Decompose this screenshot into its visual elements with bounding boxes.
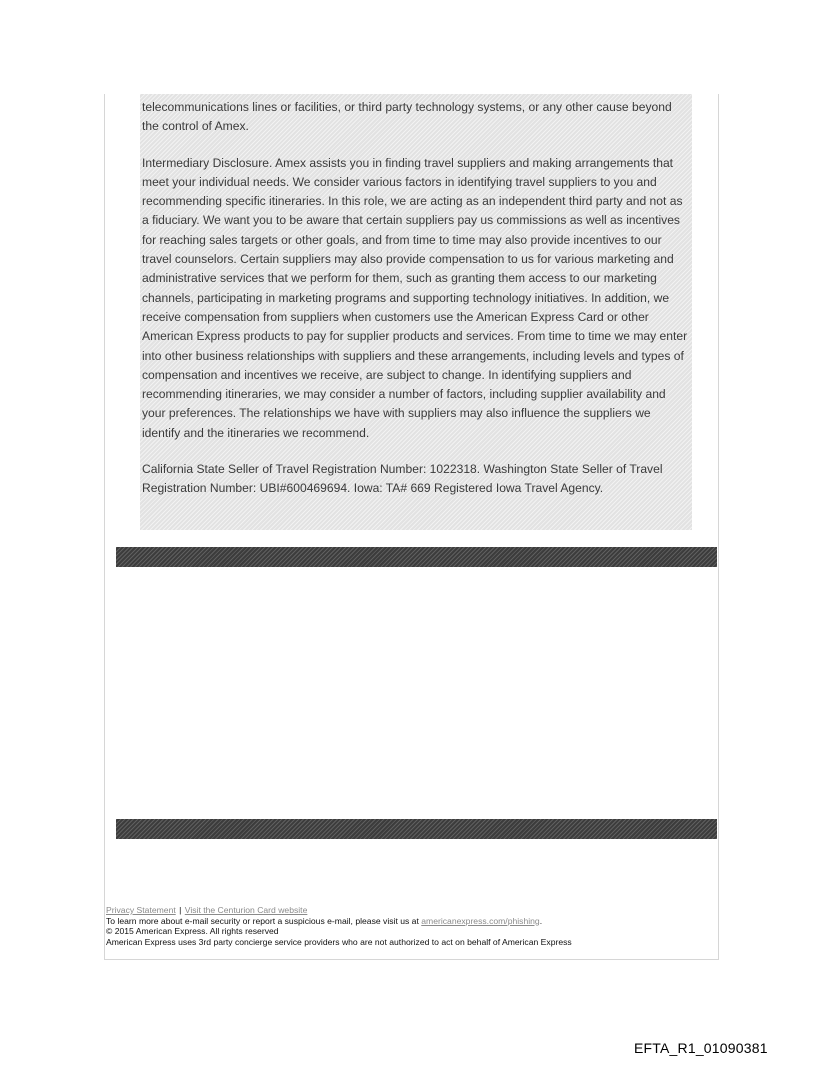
security-notice-text: To learn more about e-mail security or report a suspicious e-mail, please visit us at — [106, 915, 422, 926]
footer-link-separator: | — [179, 905, 182, 915]
footer-disclaimer: American Express uses 3rd party concierge service providers who are not authorized to act on behalf of American Express — [106, 936, 572, 947]
footer-links-row — [106, 905, 716, 916]
security-notice-period: . — [539, 915, 543, 926]
email-footer — [106, 905, 716, 947]
paragraph-intermediary-disclosure: Intermediary Disclosure. Amex assists you in finding travel suppliers and making arrangements that meet your individual needs. We consider various factors in identifying travel suppliers to you and recommending specific itineraries. In this role, we are acting as an independent third party and not as a fiduciary. We want you to be aware that certain suppliers pay us commissions as well as incentives for reaching sales targets or other goals, and from time to time may also provide incentives to our travel counselors. Certain suppliers may also provide compensation to us for various marketing and administrative services that we perform for them, such as granting them access to our marketing channels, participating in marketing programs and supporting technology initiatives. In addition, we receive compensation from suppliers when customers use the American Express Card or other American Express products to pay for supplier products and services. From time to time we may enter into other business relationships with suppliers and these arrangements, including levels and types of compensation and incentives we receive, are subject to change. In identifying suppliers and recommending itineraries, we may consider a number of factors, including supplier availability and your preferences. The relationships we have with suppliers may also influence the suppliers we identify and the itineraries we recommend. — [142, 155, 688, 440]
document-id-label: EFTA_R1_01090381 — [634, 1040, 768, 1056]
phishing-link[interactable]: americanexpress.com/phishing — [421, 915, 540, 926]
paragraph-registration-numbers: California State Seller of Travel Registration Number: 1022318. Washington State Seller of Travel Registration Number: UBI#600469694. Iowa: TA# 669 Registered Iowa Travel Agency. — [142, 462, 663, 496]
footer-security-notice — [106, 916, 716, 927]
dark-divider-band-top — [116, 547, 717, 567]
centurion-card-website-link[interactable]: Visit the Centurion Card website — [184, 905, 308, 915]
footer-copyright: © 2015 American Express. All rights reserved — [106, 926, 279, 936]
terms-content-panel — [140, 94, 692, 530]
dark-divider-band-bottom — [116, 819, 717, 839]
privacy-statement-link[interactable]: Privacy Statement — [106, 905, 176, 915]
paragraph-liability-end: telecommunications lines or facilities, or third party technology systems, or any other cause beyond the control of Amex. — [142, 100, 672, 134]
